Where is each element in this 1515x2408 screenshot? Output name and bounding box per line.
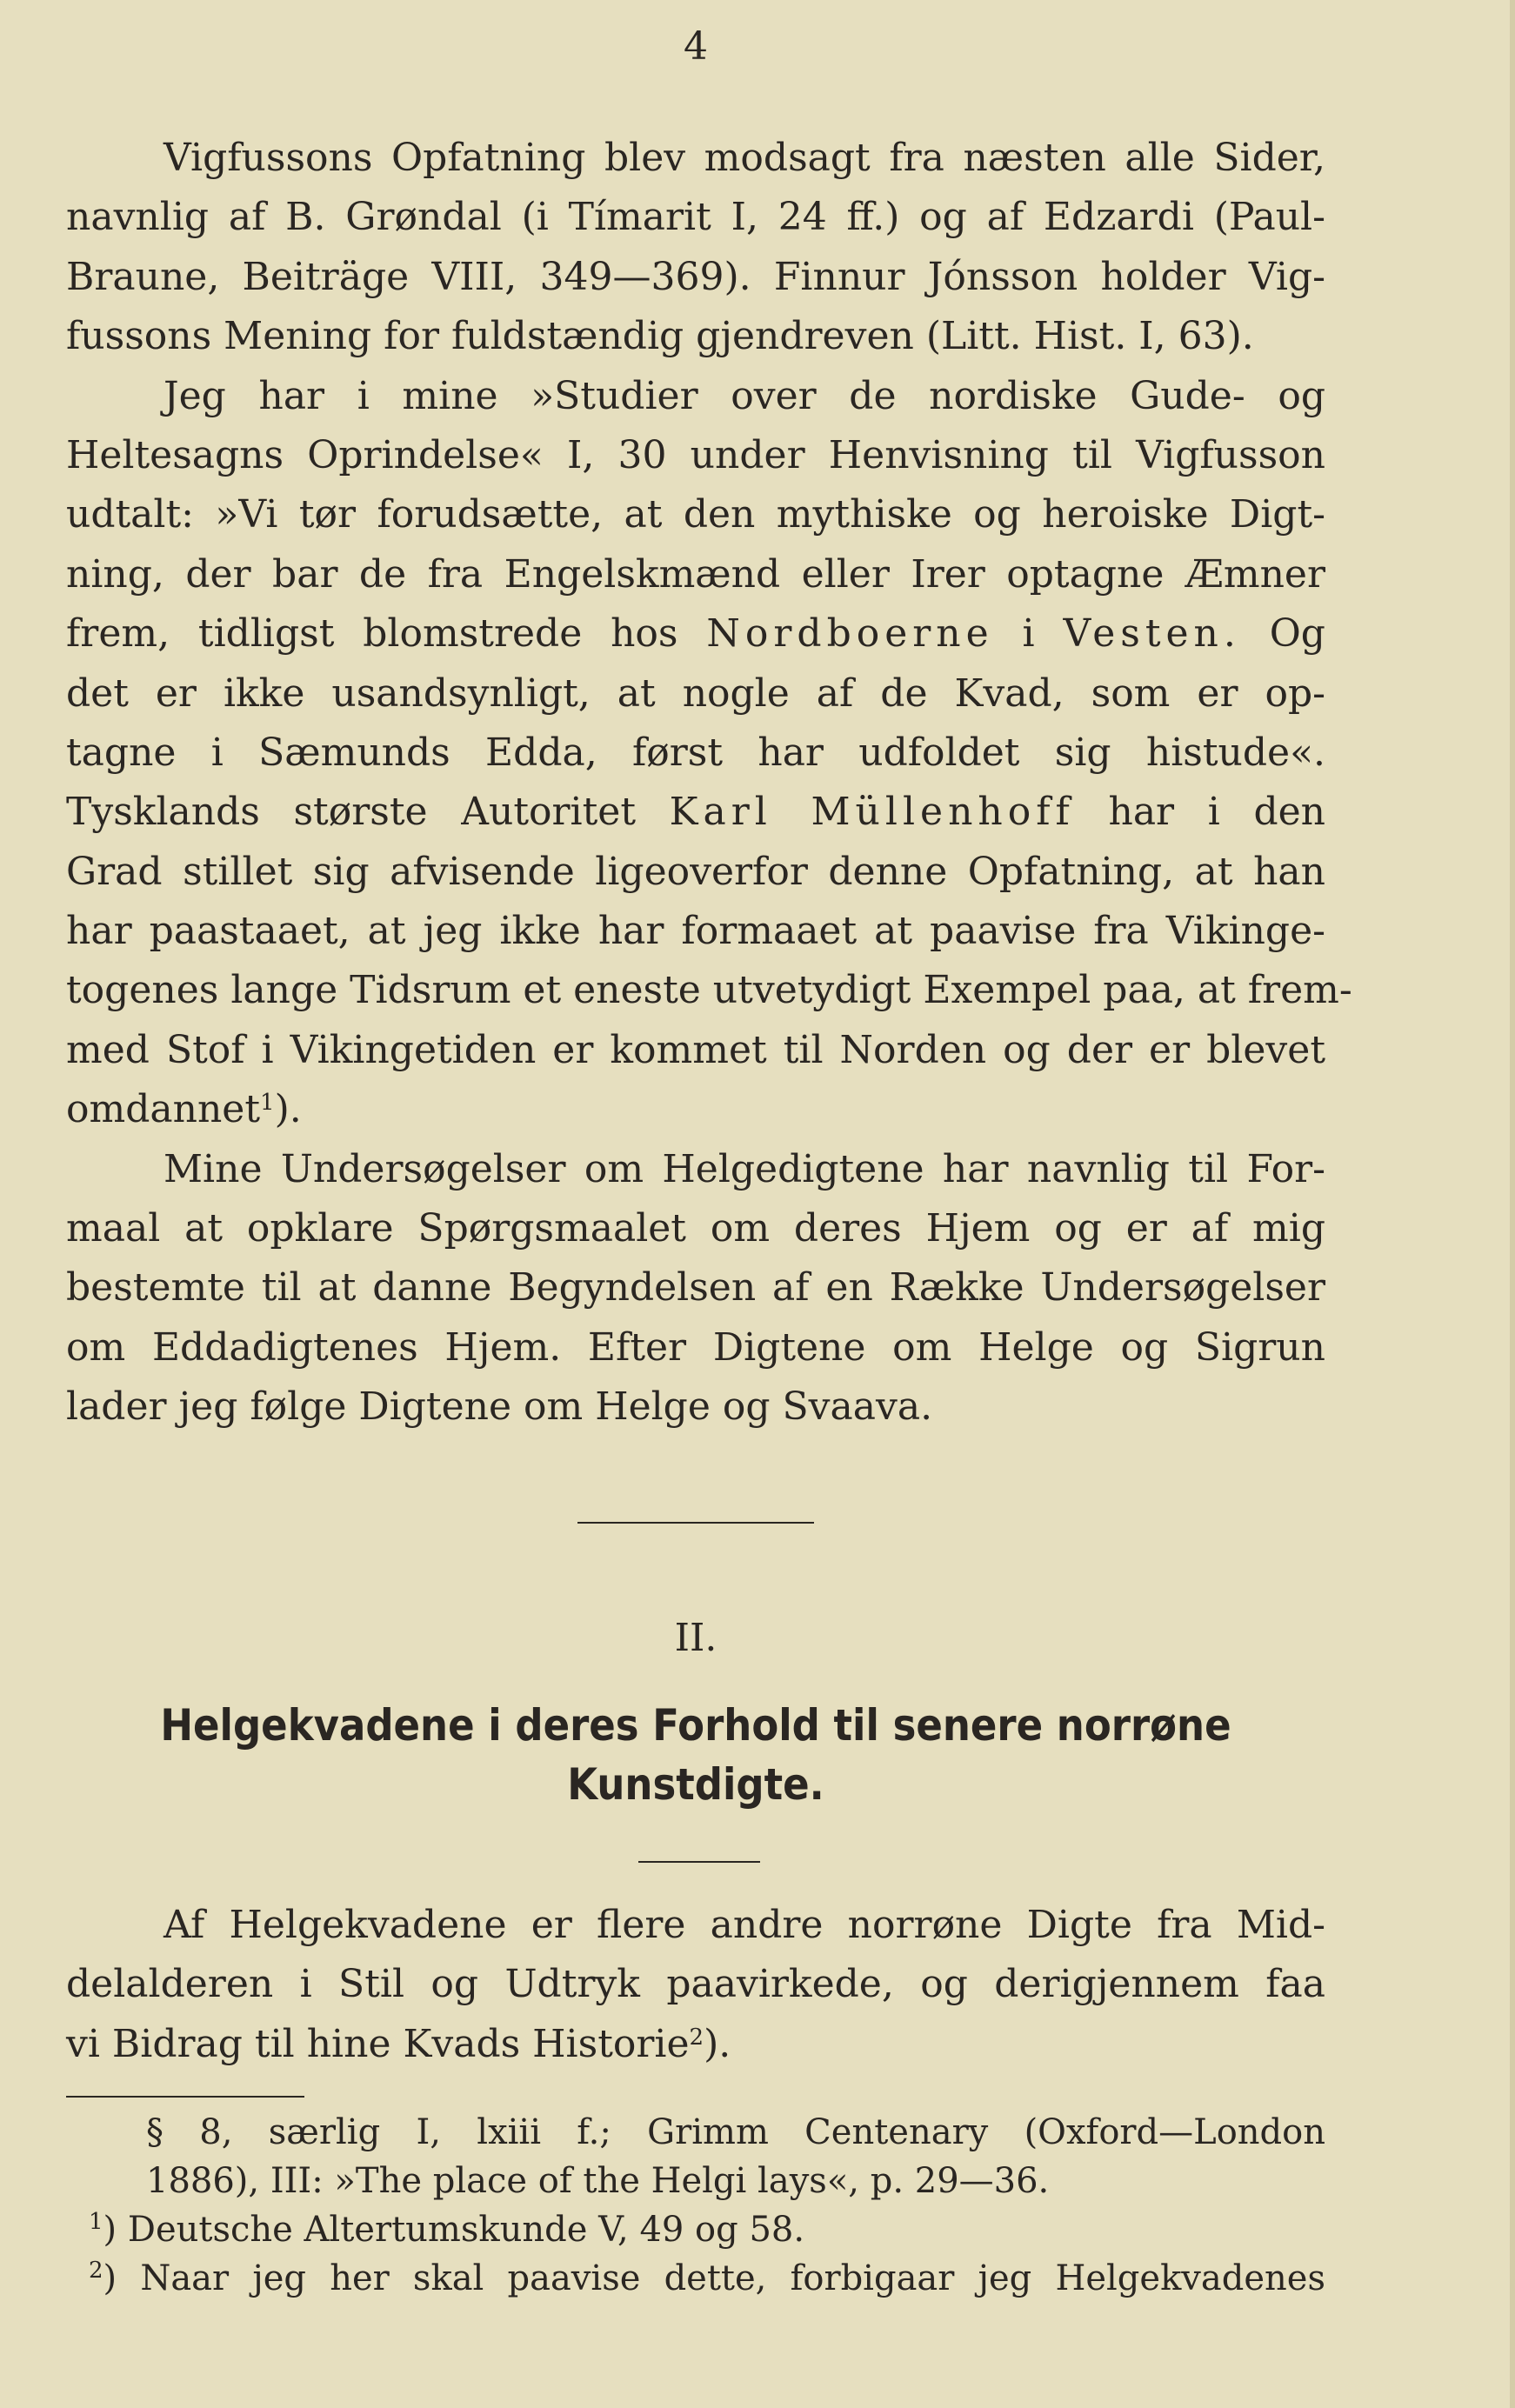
heading-divider: [638, 1861, 760, 1863]
text-line: udtalt: »Vi tør forudsætte, at den mythiske og heroiske Digt-: [66, 492, 1325, 537]
footnote-2: [66, 2254, 1325, 2303]
section-heading: [129, 1696, 1262, 1814]
footnote-ref: 1: [260, 1090, 275, 1117]
spaced-text: Karl Müllenhoff: [669, 790, 1075, 835]
text-line: togenes lange Tidsrum et eneste utvetydigt Exempel paa, at frem-: [66, 968, 1352, 1013]
text-line: lader jeg følge Digtene om Helge og Svaava.: [66, 1384, 933, 1430]
text-line: [66, 783, 1325, 842]
heading-line: Kunstdigte.: [567, 1759, 824, 1810]
footnote-marker: 1: [89, 2209, 103, 2235]
text-line: maal at opklare Spørgsmaalet om deres Hjem og er af mig: [66, 1206, 1325, 1251]
text-line: fussons Mening for fuldstændig gjendreven (Litt. Hist. I, 63).: [66, 314, 1254, 359]
text-line: Af Helgekvadene er flere andre norrøne Digte fra Mid-: [164, 1903, 1325, 1947]
text-line: Heltesagns Oprindelse« I, 30 under Henvisning til Vigfusson: [66, 432, 1325, 477]
text-line: Braune, Beiträge VIII, 349—369). Finnur Jónsson holder Vig-: [66, 254, 1325, 299]
footnote-text: ) Deutsche Altertumskunde V, 49 og 58.: [103, 2210, 805, 2250]
text-fragment: i: [1022, 611, 1035, 657]
text-fragment: ).: [704, 2021, 731, 2066]
body-text-section-2: [66, 1896, 1325, 2074]
text-line: delalderen i Stil og Udtryk paavirkede, og derigjennem faa: [66, 1962, 1325, 2007]
text-fragment: vi Bidrag til hine Kvads Historie: [66, 2021, 690, 2066]
text-line: tagne i Sæmunds Edda, først har udfoldet sig histude«.: [66, 730, 1325, 775]
page-number: 4: [684, 24, 708, 69]
text-line: bestemte til at danne Begyndelsen af en Række Undersøgelser: [66, 1265, 1325, 1311]
text-line: har paastaaet, at jeg ikke har formaaet at paavise fra Vikinge-: [66, 909, 1325, 954]
text-line: [66, 604, 1325, 664]
text-line: Grad stillet sig afvisende ligeoverfor denne Opfatning, at han: [66, 849, 1325, 894]
footnote-line: 1886), III: »The place of the Helgi lays«, p. 29—36.: [146, 2161, 1050, 2201]
text-line: [66, 1080, 1325, 1139]
text-fragment: frem, tidligst blomstrede hos: [66, 611, 678, 657]
text-fragment: har i den: [1108, 790, 1325, 835]
text-line: navnlig af B. Grøndal (i Tímarit I, 24 ff.) og af Edzardi (Paul-: [66, 195, 1325, 240]
text-line: Vigfussons Opfatning blev modsagt fra næsten alle Sider,: [164, 136, 1325, 180]
section-divider: [577, 1522, 814, 1524]
footnote-marker: 2: [89, 2258, 103, 2284]
footnote-ref: 2: [689, 2024, 704, 2051]
page-edge: [1510, 0, 1515, 2408]
text-fragment: Og: [1269, 611, 1325, 657]
section-number: II.: [674, 1616, 717, 1660]
footnote-rule: [66, 2096, 304, 2098]
footnotes: [66, 2108, 1325, 2303]
text-line: Mine Undersøgelser om Helgedigtene har navnlig til For-: [164, 1146, 1325, 1191]
text-line: [66, 2015, 1325, 2074]
footnote-1: [66, 2205, 1325, 2254]
text-fragment: ).: [274, 1087, 302, 1132]
text-line: Jeg har i mine »Studier over de nordiske Gude- og: [164, 373, 1325, 418]
spaced-text: Vesten.: [1063, 611, 1241, 657]
spaced-text: Nordboerne: [706, 611, 994, 657]
text-line: det er ikke usandsynligt, at nogle af de Kvad, som er op-: [66, 670, 1325, 716]
text-line: med Stof i Vikingetiden er kommet til Norden og der er blevet: [66, 1027, 1325, 1072]
footnote-line: § 8, særlig I, lxiii f.; Grimm Centenary (Oxford—London: [146, 2112, 1325, 2152]
text-fragment: Tysklands største Autoritet: [66, 790, 636, 835]
heading-line: Helgekvadene i deres Forhold til senere norrøne: [160, 1700, 1231, 1751]
footnote-text: ) Naar jeg her skal paavise dette, forbigaar jeg Helgekvadenes: [103, 2258, 1325, 2298]
body-text: [66, 129, 1352, 1437]
text-line: ning, der bar de fra Engelskmænd eller Irer optagne Æmner: [66, 551, 1325, 597]
text-line: om Eddadigtenes Hjem. Efter Digtene om Helge og Sigrun: [66, 1324, 1325, 1370]
text-fragment: omdannet: [66, 1087, 261, 1132]
